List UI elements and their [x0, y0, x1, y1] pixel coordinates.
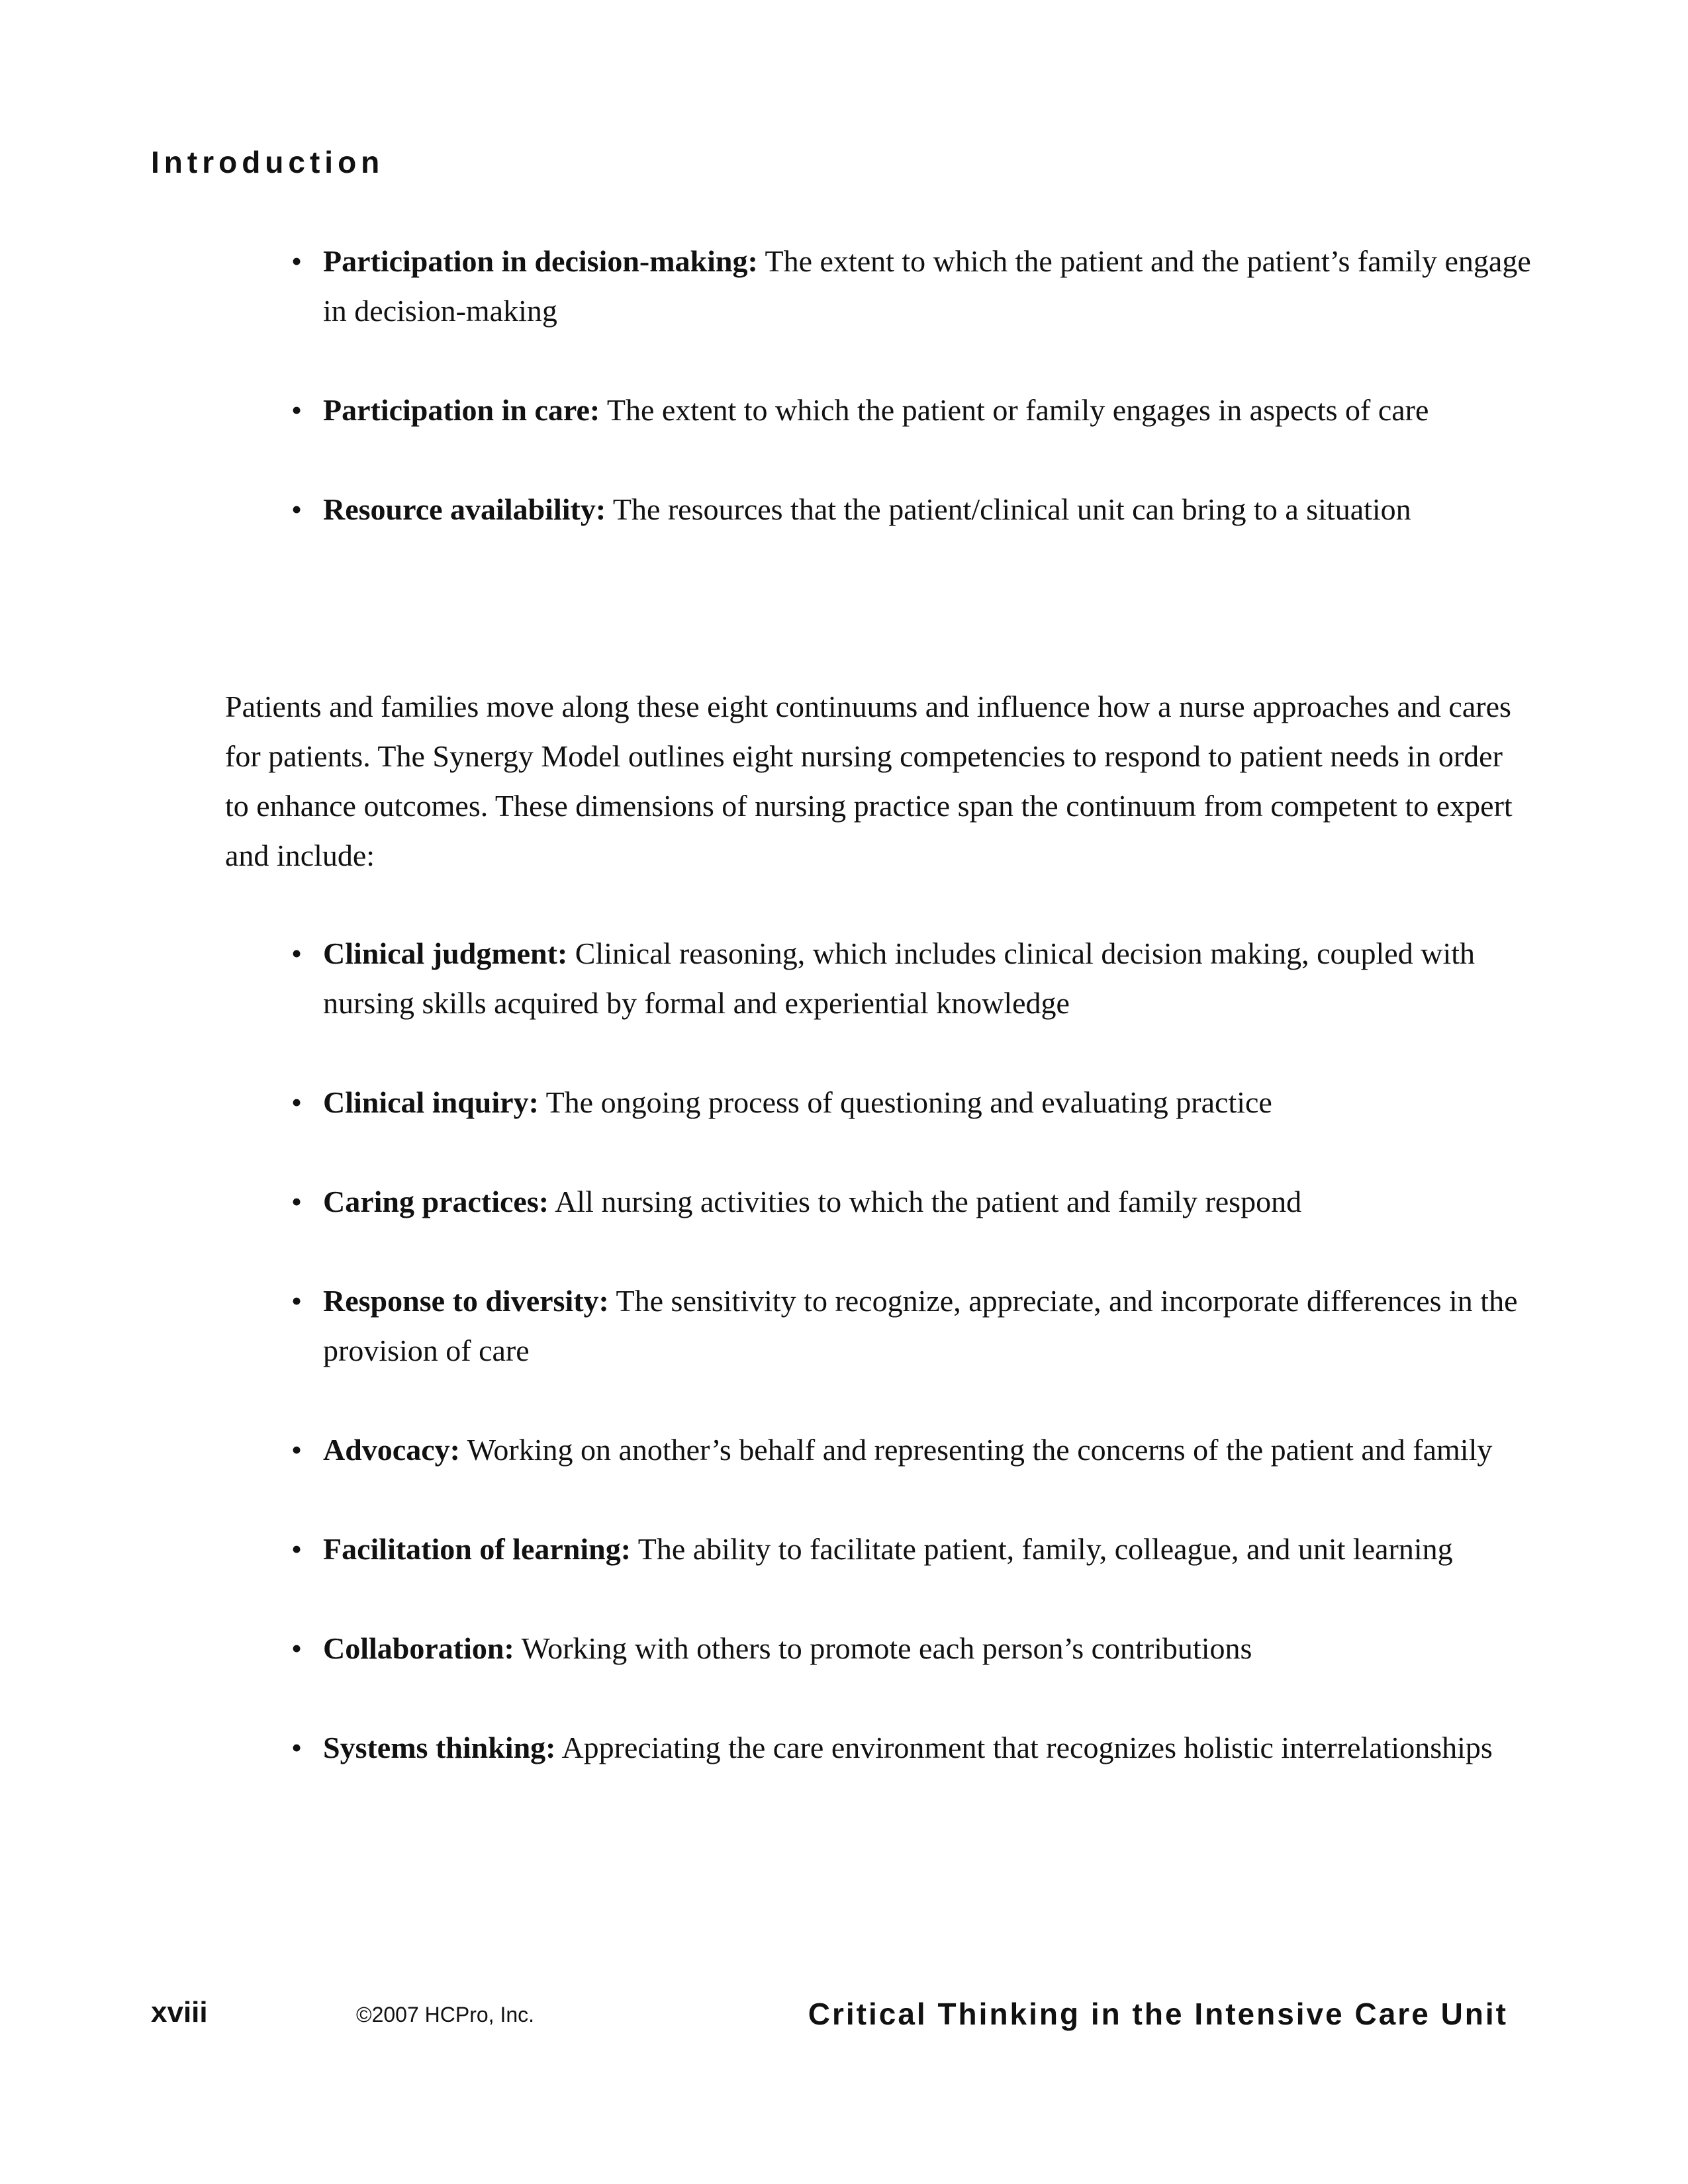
- bullet-icon: •: [291, 393, 303, 427]
- list-item-text: Working with others to promote each person’s contributions: [521, 1631, 1252, 1665]
- bullet-icon: •: [291, 1284, 303, 1318]
- list-item: [290, 1077, 1534, 1127]
- list-item-term: Facilitation of learning:: [323, 1532, 632, 1566]
- bullet-icon: •: [291, 1185, 303, 1218]
- list-item-text: The ability to facilitate patient, family, colleague, and unit learning: [637, 1532, 1453, 1566]
- list-item: [290, 1524, 1534, 1574]
- section-title: Introduction: [151, 145, 385, 179]
- list-item-term: Participation in care:: [323, 393, 600, 427]
- list-item: [290, 484, 1534, 534]
- list-item-term: Collaboration:: [323, 1631, 514, 1665]
- list-item: [290, 1723, 1534, 1772]
- bullet-icon: •: [291, 1532, 303, 1566]
- list-item-term: Systems thinking:: [323, 1731, 556, 1764]
- list-item-term: Caring practices:: [323, 1185, 549, 1218]
- list-item-text: All nursing activities to which the patient and family respond: [555, 1185, 1302, 1218]
- list-item: [290, 929, 1534, 1028]
- bullet-icon: •: [291, 936, 303, 970]
- list-item-term: Participation in decision-making:: [323, 244, 758, 278]
- list-item-term: Clinical judgment:: [323, 936, 568, 970]
- body-paragraph: Patients and families move along these eight continuums and influence how a nurse approaches and cares for patients. The Synergy Model outlines eight nursing competencies to respond to patient needs in order to enhance outcomes. These dimensions of nursing practice span the continuum from competent to expert and include:: [225, 690, 1513, 872]
- bullet-icon: •: [291, 1631, 303, 1665]
- list-item: [290, 1425, 1534, 1475]
- list-item-text: Appreciating the care environment that recognizes holistic interrelationships: [561, 1731, 1493, 1764]
- list-item-term: Advocacy:: [323, 1433, 460, 1467]
- bullet-icon: •: [291, 1433, 303, 1467]
- list-item: [290, 1276, 1534, 1375]
- bullet-icon: •: [291, 1731, 303, 1764]
- bullet-icon: •: [291, 1085, 303, 1119]
- list-item-text: The resources that the patient/clinical unit can bring to a situation: [612, 492, 1411, 526]
- nursing-competencies-list: [290, 929, 1534, 1772]
- list-item: [290, 1177, 1534, 1226]
- bullet-icon: •: [291, 492, 303, 526]
- list-item-text: The extent to which the patient and the patient’s family engage in decision-making: [323, 244, 1531, 328]
- list-item-text: The extent to which the patient or family engages in aspects of care: [606, 393, 1429, 427]
- list-item: [290, 1623, 1534, 1673]
- footer-copyright: ©2007 HCPro, Inc.: [356, 2003, 535, 2026]
- footer-book-title: Critical Thinking in the Intensive Care Unit: [808, 1997, 1508, 2031]
- list-item-term: Resource availability:: [323, 492, 606, 526]
- patient-characteristics-list: [290, 236, 1534, 534]
- list-item-text: Working on another’s behalf and representing the concerns of the patient and family: [467, 1433, 1493, 1467]
- list-item-text: Clinical reasoning, which includes clinical decision making, coupled with nursing skills acquired by formal and experiential knowledge: [323, 936, 1476, 1020]
- list-item-term: Response to diversity:: [323, 1284, 609, 1318]
- footer-page-number: xviii: [151, 1996, 208, 2028]
- list-item-text: The ongoing process of questioning and evaluating practice: [545, 1085, 1272, 1119]
- bullet-icon: •: [291, 244, 303, 278]
- list-item: [290, 385, 1534, 435]
- list-item: [290, 236, 1534, 336]
- list-item-term: Clinical inquiry:: [323, 1085, 539, 1119]
- list-item-text: The sensitivity to recognize, appreciate, and incorporate differences in the provision of care: [323, 1284, 1518, 1367]
